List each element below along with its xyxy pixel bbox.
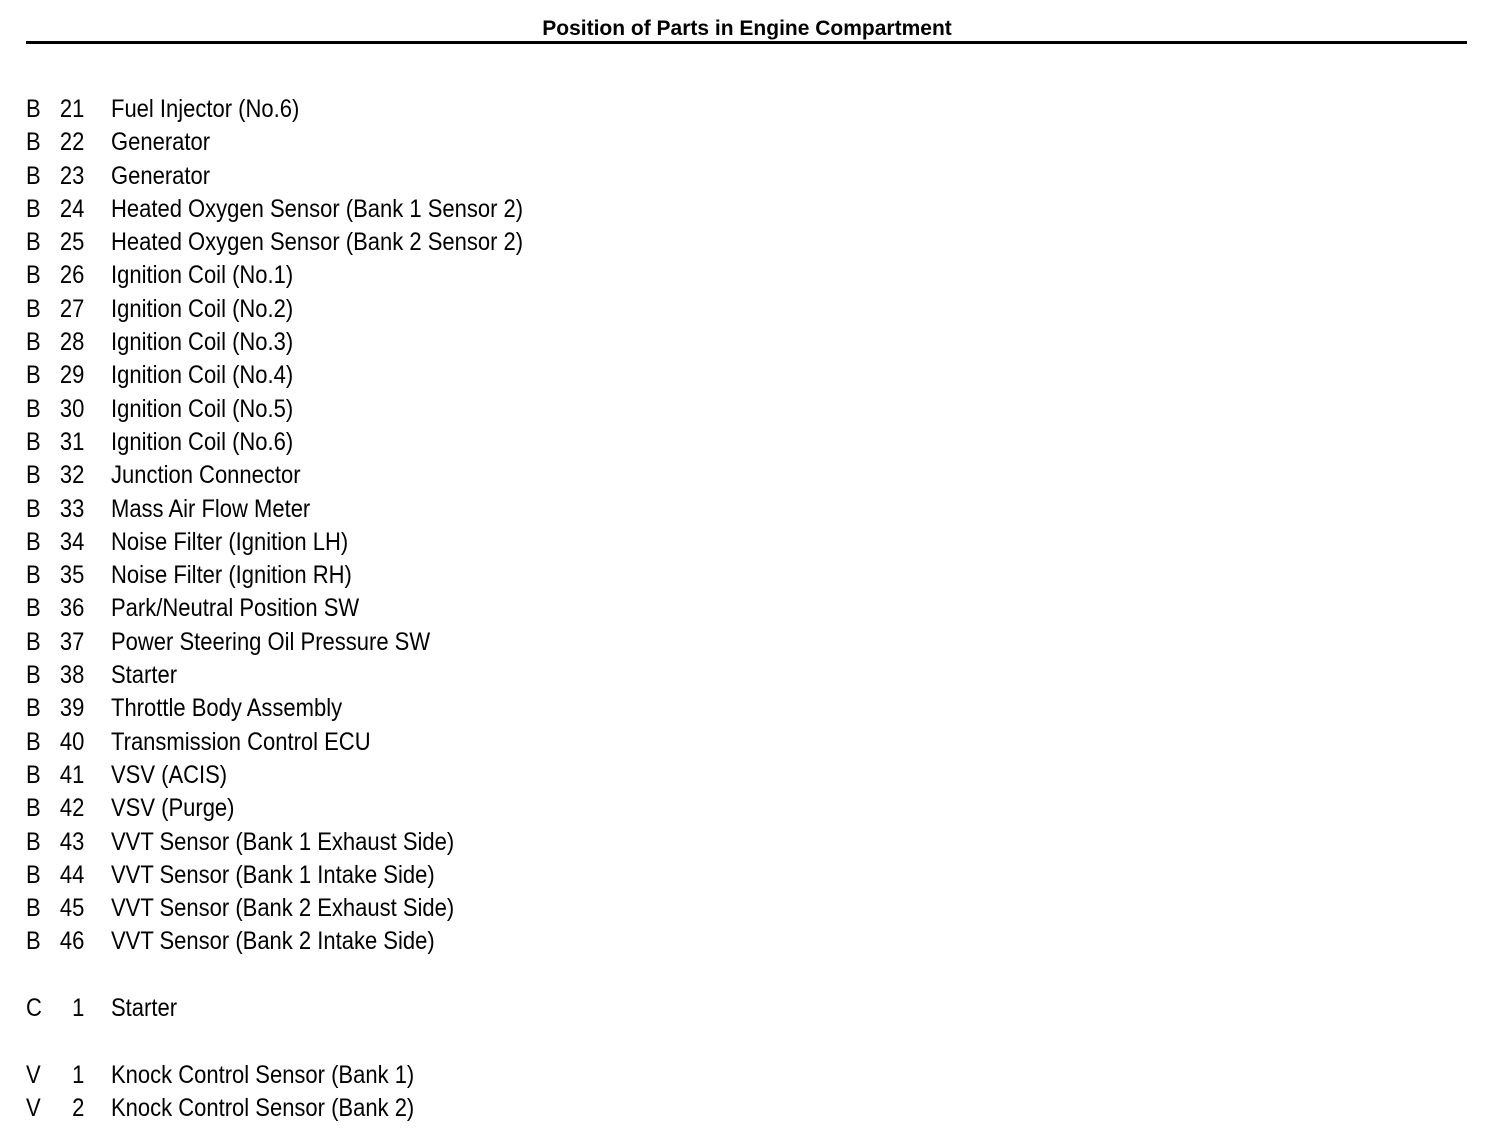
- part-name: Generator: [111, 161, 211, 190]
- part-number: 21: [59, 95, 85, 123]
- part-code: B: [26, 794, 41, 823]
- part-number: 46: [59, 927, 85, 956]
- part-code: B: [26, 294, 41, 323]
- part-code: B: [26, 661, 41, 690]
- part-number: 28: [59, 328, 85, 357]
- part-code: V: [26, 1093, 41, 1122]
- part-number: 32: [59, 461, 85, 490]
- part-code: B: [26, 427, 41, 456]
- part-number: 31: [59, 427, 85, 456]
- part-code: B: [26, 361, 41, 390]
- part-code: B: [26, 527, 41, 556]
- part-number: 1: [72, 994, 85, 1023]
- part-number: 39: [59, 694, 85, 723]
- part-code: B: [26, 760, 41, 789]
- part-code: B: [26, 627, 41, 656]
- title-rule: [26, 41, 1467, 44]
- part-name: Ignition Coil (No.4): [111, 361, 294, 390]
- part-code: B: [26, 594, 41, 623]
- part-name: Starter: [111, 661, 178, 690]
- part-code: B: [26, 927, 41, 956]
- part-code: C: [26, 994, 42, 1023]
- part-name: Power Steering Oil Pressure SW: [111, 627, 431, 656]
- part-code: V: [26, 1060, 41, 1089]
- part-number: 34: [59, 527, 85, 556]
- part-name: Fuel Injector (No.6): [111, 95, 300, 123]
- page-title: Position of Parts in Engine Compartment: [542, 17, 952, 40]
- part-number: 40: [59, 727, 85, 756]
- part-number: 35: [59, 561, 85, 590]
- part-name: Junction Connector: [111, 461, 301, 490]
- part-code: B: [26, 894, 41, 923]
- part-name: Heated Oxygen Sensor (Bank 2 Sensor 2): [111, 228, 524, 257]
- part-number: 41: [59, 760, 85, 789]
- part-name: VVT Sensor (Bank 2 Exhaust Side): [111, 894, 455, 923]
- part-name: VVT Sensor (Bank 1 Exhaust Side): [111, 827, 455, 856]
- part-name: Ignition Coil (No.3): [111, 328, 294, 357]
- part-code: B: [26, 261, 41, 290]
- part-number: 2: [72, 1093, 85, 1122]
- part-code: B: [26, 194, 41, 223]
- part-name: Mass Air Flow Meter: [111, 494, 311, 523]
- part-name: Noise Filter (Ignition LH): [111, 527, 349, 556]
- part-code: B: [26, 128, 41, 157]
- part-number: 1: [72, 1060, 85, 1089]
- part-number: 24: [59, 194, 85, 223]
- part-name: Park/Neutral Position SW: [111, 594, 360, 623]
- part-name: Noise Filter (Ignition RH): [111, 561, 352, 590]
- part-code: B: [26, 561, 41, 590]
- part-number: 26: [59, 261, 85, 290]
- part-name: Transmission Control ECU: [111, 727, 371, 756]
- part-name: Generator: [111, 128, 211, 157]
- part-number: 29: [59, 361, 85, 390]
- part-code: B: [26, 394, 41, 423]
- part-name: VVT Sensor (Bank 1 Intake Side): [111, 860, 435, 889]
- part-code: B: [26, 694, 41, 723]
- part-code: B: [26, 860, 41, 889]
- part-name: Knock Control Sensor (Bank 2): [111, 1093, 415, 1122]
- part-number: 33: [59, 494, 85, 523]
- part-number: 38: [59, 661, 85, 690]
- part-number: 45: [59, 894, 85, 923]
- part-name: VVT Sensor (Bank 2 Intake Side): [111, 927, 435, 956]
- part-name: VSV (Purge): [111, 794, 235, 823]
- part-number: 27: [59, 294, 85, 323]
- part-code: B: [26, 95, 41, 123]
- part-name: Throttle Body Assembly: [111, 694, 343, 723]
- part-number: 44: [59, 860, 85, 889]
- part-name: Heated Oxygen Sensor (Bank 1 Sensor 2): [111, 194, 524, 223]
- part-code: B: [26, 328, 41, 357]
- part-name: VSV (ACIS): [111, 760, 228, 789]
- part-number: 23: [59, 161, 85, 190]
- part-number: 42: [59, 794, 85, 823]
- part-number: 22: [59, 128, 85, 157]
- part-number: 36: [59, 594, 85, 623]
- part-name: Ignition Coil (No.5): [111, 394, 294, 423]
- part-code: B: [26, 827, 41, 856]
- part-code: B: [26, 727, 41, 756]
- part-number: 43: [59, 827, 85, 856]
- part-code: B: [26, 228, 41, 257]
- part-name: Ignition Coil (No.2): [111, 294, 294, 323]
- part-number: 30: [59, 394, 85, 423]
- part-name: Knock Control Sensor (Bank 1): [111, 1060, 415, 1089]
- part-name: Starter: [111, 994, 178, 1023]
- part-number: 37: [59, 627, 85, 656]
- part-number: 25: [59, 228, 85, 257]
- part-code: B: [26, 161, 41, 190]
- part-name: Ignition Coil (No.6): [111, 427, 294, 456]
- part-code: B: [26, 461, 41, 490]
- part-code: B: [26, 494, 41, 523]
- part-name: Ignition Coil (No.1): [111, 261, 294, 290]
